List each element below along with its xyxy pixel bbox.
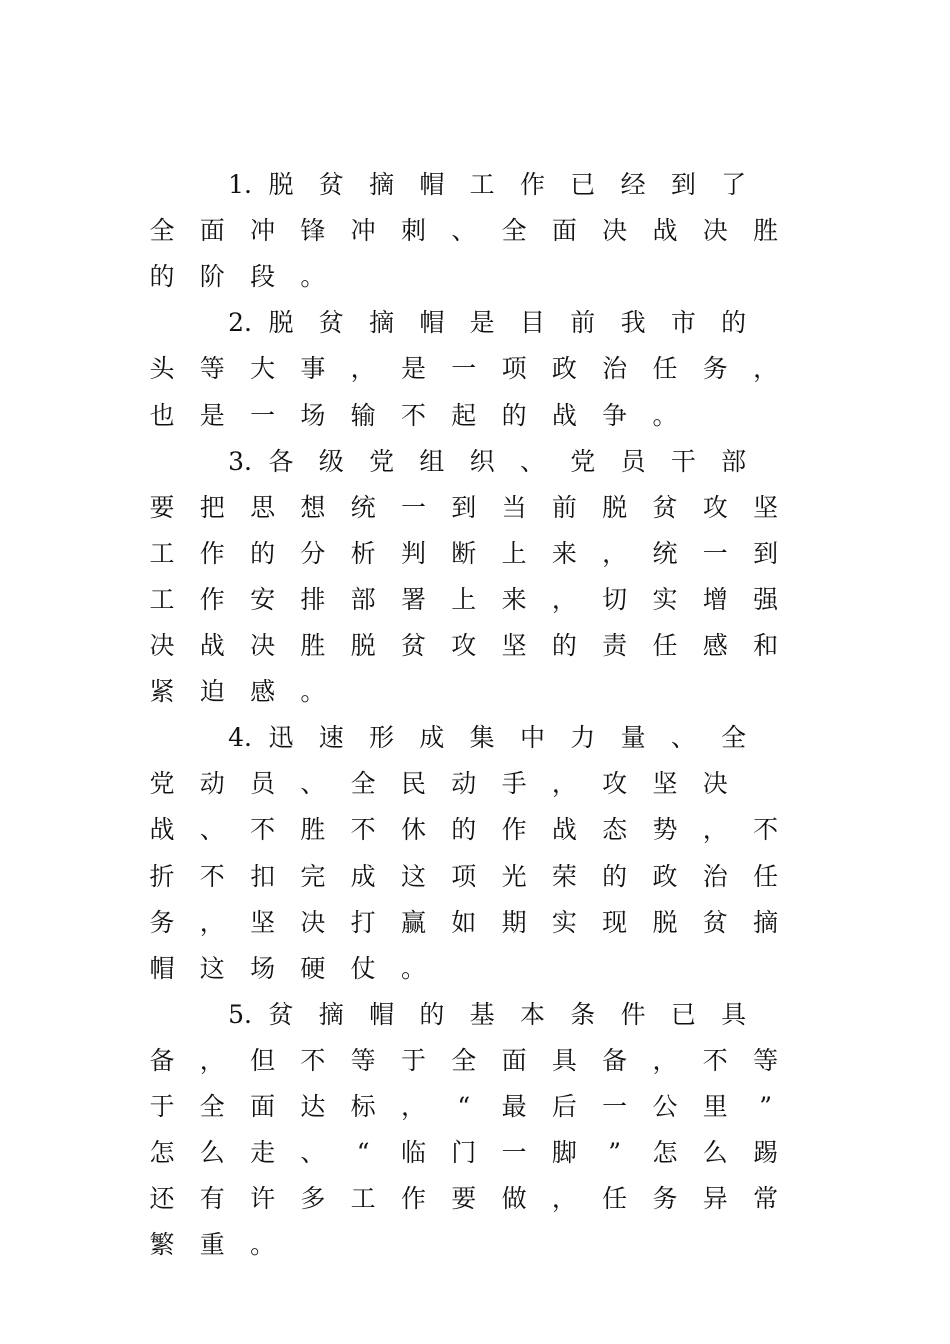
text-char: 一 [501, 1138, 527, 1168]
text-char: 也 [149, 400, 175, 430]
text-char: 面 [551, 216, 577, 246]
text-char: 这 [400, 861, 426, 891]
text-char: 攻 [451, 631, 477, 660]
text-char: 胜 [300, 631, 326, 660]
text-char: 迫 [199, 677, 225, 707]
text-char: 已 [570, 170, 596, 199]
paragraph-number: 4. [228, 723, 252, 753]
text-char: 安 [250, 584, 276, 614]
text-char: 帽 [369, 999, 395, 1029]
text-char: 于 [400, 1045, 426, 1075]
text-char: 目 [519, 308, 545, 338]
text-char: 务 [702, 354, 728, 384]
text-char: 速 [318, 723, 344, 753]
paragraph-line [0, 1136, 950, 1170]
text-char: 工 [469, 170, 495, 199]
text-char: 想 [300, 492, 326, 522]
text-char: 要 [149, 492, 175, 522]
paragraph-number: 2. [228, 308, 252, 338]
text-char: 光 [501, 861, 527, 891]
text-char: 是 [469, 308, 495, 338]
text-char: 踢 [753, 1138, 779, 1168]
text-char: 来 [501, 584, 527, 614]
text-char: 等 [350, 1045, 376, 1075]
text-char: 坚 [501, 631, 527, 660]
text-char: 输 [350, 400, 376, 430]
text-char: 扣 [250, 861, 276, 891]
text-char: 贫 [318, 170, 344, 199]
text-char: 的 [419, 999, 445, 1029]
text-char: 到 [670, 170, 696, 199]
text-char: 异 [702, 1184, 728, 1214]
paragraph-line [0, 860, 950, 894]
text-char: 全 [199, 1092, 225, 1121]
text-char: 一 [250, 400, 276, 430]
text-char: 繁 [149, 1230, 175, 1260]
text-char: 力 [570, 723, 596, 753]
text-char: 但 [250, 1045, 276, 1075]
text-char: 不 [753, 815, 779, 845]
paragraph-number: 5. [228, 999, 252, 1029]
text-char: 署 [400, 584, 426, 614]
text-char: 条 [570, 999, 596, 1029]
paragraph-line [0, 952, 950, 986]
text-char: 的 [250, 538, 276, 568]
text-char: 项 [501, 354, 527, 384]
text-char: 备 [149, 1045, 175, 1075]
text-char: 。 [300, 262, 326, 292]
text-char: 切 [602, 584, 628, 614]
text-char: 脚 [551, 1138, 577, 1168]
text-char: 全 [350, 769, 376, 799]
paragraph-line [0, 352, 950, 386]
text-char: 、 [670, 723, 696, 753]
text-char: 许 [250, 1184, 276, 1214]
text-char: 决 [602, 216, 628, 246]
text-char: 政 [652, 861, 678, 891]
text-char: 增 [702, 584, 728, 614]
text-char: 断 [451, 538, 477, 568]
text-char: 场 [300, 400, 326, 430]
text-char: 本 [519, 999, 545, 1029]
text-char: 折 [149, 861, 175, 891]
text-char: 标 [350, 1092, 376, 1121]
text-char: 党 [369, 446, 395, 476]
text-char: 攻 [602, 769, 628, 799]
paragraph-line [0, 445, 950, 479]
text-char: 决 [702, 216, 728, 246]
text-char: 作 [199, 584, 225, 614]
text-char: 具 [551, 1045, 577, 1075]
text-char: 形 [369, 723, 395, 753]
text-char: 治 [602, 354, 628, 384]
text-char: 市 [670, 308, 696, 338]
text-char: 赢 [400, 907, 426, 937]
text-char: 做 [501, 1184, 527, 1214]
text-char: 到 [753, 538, 779, 568]
text-char: ， [551, 584, 577, 614]
text-char: 达 [300, 1092, 326, 1121]
text-char: 手 [501, 769, 527, 799]
text-char: 把 [199, 492, 225, 522]
text-char: 锋 [300, 216, 326, 246]
text-char: 集 [469, 723, 495, 753]
text-char: 一 [702, 538, 728, 568]
text-char: 是 [400, 354, 426, 384]
text-char: 阶 [199, 262, 225, 292]
text-char: 当 [501, 492, 527, 522]
text-char: 基 [469, 999, 495, 1029]
text-char: 员 [620, 446, 646, 476]
text-char: 任 [602, 1184, 628, 1214]
text-char: 起 [451, 400, 477, 430]
text-char: 休 [400, 815, 426, 845]
text-char: 硬 [300, 953, 326, 983]
text-char: 上 [501, 538, 527, 568]
text-char: 前 [570, 308, 596, 338]
paragraph-line [0, 906, 950, 940]
text-char: 析 [350, 538, 376, 568]
paragraph-number: 1. [228, 170, 252, 199]
text-char: 。 [400, 953, 426, 983]
text-char: 作 [519, 170, 545, 199]
text-char: 部 [721, 446, 747, 476]
text-char: 坚 [250, 907, 276, 937]
text-char: ， [702, 815, 728, 845]
text-char: 不 [250, 815, 276, 845]
text-char: 务 [652, 1184, 678, 1214]
text-char: 胜 [300, 815, 326, 845]
text-char: 战 [149, 815, 175, 845]
text-char: 面 [199, 216, 225, 246]
text-char: 战 [551, 400, 577, 430]
text-char: 一 [602, 1092, 628, 1121]
text-char: 战 [551, 815, 577, 845]
text-char: ， [199, 1045, 225, 1075]
text-char: 工 [149, 538, 175, 568]
text-char: ” [608, 1138, 622, 1168]
text-char: 冲 [250, 216, 276, 246]
text-char: 等 [753, 1045, 779, 1075]
text-char: ， [551, 769, 577, 799]
text-char: 上 [451, 584, 477, 614]
text-char: 动 [199, 769, 225, 799]
text-char: 统 [350, 492, 376, 522]
text-char: 贫 [268, 999, 294, 1029]
text-char: 政 [551, 354, 577, 384]
text-char: 作 [400, 1184, 426, 1214]
text-char: 民 [400, 769, 426, 799]
text-char: ， [199, 907, 225, 937]
text-char: 前 [551, 492, 577, 522]
text-char: ， [652, 1045, 678, 1075]
text-char: 这 [199, 953, 225, 983]
text-char: 党 [570, 446, 596, 476]
text-char: “ [356, 1138, 370, 1168]
text-char: 坚 [753, 492, 779, 522]
text-char: 等 [199, 354, 225, 384]
text-char: 一 [400, 492, 426, 522]
text-char: 思 [250, 492, 276, 522]
text-char: 脱 [268, 308, 294, 338]
text-char: 决 [702, 769, 728, 799]
text-char: 事 [300, 354, 326, 384]
text-char: 要 [451, 1184, 477, 1214]
text-char: 责 [602, 631, 628, 660]
text-char: 战 [652, 216, 678, 246]
text-char: 脱 [652, 907, 678, 937]
text-char: 不 [300, 1045, 326, 1075]
text-char: 备 [602, 1045, 628, 1075]
text-char: 走 [250, 1138, 276, 1168]
text-char: 刺 [400, 216, 426, 246]
text-char: 段 [250, 262, 276, 292]
text-char: 作 [501, 815, 527, 845]
text-char: 、 [300, 1138, 326, 1168]
text-char: 面 [501, 1045, 527, 1075]
text-char: 打 [350, 907, 376, 937]
text-char: 争 [602, 400, 628, 430]
text-char: 摘 [369, 170, 395, 199]
text-char: 重 [199, 1230, 225, 1260]
text-char: 帽 [419, 170, 445, 199]
text-char: 临 [400, 1138, 426, 1168]
text-char: ， [753, 354, 779, 384]
text-char: ” [759, 1092, 772, 1121]
text-char: 还 [149, 1184, 175, 1214]
text-char: 作 [199, 538, 225, 568]
text-char: 量 [620, 723, 646, 753]
text-char: 紧 [149, 677, 175, 707]
text-char: 怎 [652, 1138, 678, 1168]
text-char: ， [400, 1092, 426, 1121]
text-char: 门 [451, 1138, 477, 1168]
text-char: 战 [199, 631, 225, 660]
text-char: 现 [602, 907, 628, 937]
text-char: 织 [469, 446, 495, 476]
text-char: 的 [551, 631, 577, 660]
text-char: 、 [451, 216, 477, 246]
text-char: 全 [451, 1045, 477, 1075]
text-char: 公 [652, 1092, 678, 1121]
text-char: 全 [149, 216, 175, 246]
text-char: 、 [300, 769, 326, 799]
text-char: 干 [670, 446, 696, 476]
text-char: 胜 [753, 216, 779, 246]
paragraph-line [0, 306, 950, 340]
text-char: 成 [350, 861, 376, 891]
text-char: ， [350, 354, 376, 384]
text-char: 贫 [318, 308, 344, 338]
text-char: 判 [400, 538, 426, 568]
text-char: 组 [419, 446, 445, 476]
text-char: 已 [670, 999, 696, 1029]
text-char: 如 [451, 907, 477, 937]
text-char: 里 [702, 1092, 728, 1121]
paragraph-line [0, 1044, 950, 1078]
text-char: 任 [652, 354, 678, 384]
paragraph-line [0, 491, 950, 525]
text-char: 大 [250, 354, 276, 384]
text-char: 中 [519, 723, 545, 753]
text-char: 脱 [350, 631, 376, 660]
paragraph-line [0, 813, 950, 847]
text-char: 动 [451, 769, 477, 799]
text-char: 任 [652, 631, 678, 660]
text-char: 统 [652, 538, 678, 568]
text-char: 成 [419, 723, 445, 753]
paragraph-line [0, 1182, 950, 1216]
text-char: 最 [501, 1092, 527, 1121]
paragraph-line [0, 1228, 950, 1262]
text-char: 怎 [149, 1138, 175, 1168]
text-char: 摘 [318, 999, 344, 1029]
text-char: 党 [149, 769, 175, 799]
text-char: 摘 [369, 308, 395, 338]
text-char: 完 [300, 861, 326, 891]
text-char: 实 [551, 907, 577, 937]
text-char: 排 [300, 584, 326, 614]
paragraph-line [0, 629, 950, 663]
text-char: 级 [318, 446, 344, 476]
text-char: 面 [250, 1092, 276, 1121]
text-char: 期 [501, 907, 527, 937]
text-char: 帽 [419, 308, 445, 338]
text-char: 场 [250, 953, 276, 983]
text-char: 决 [149, 631, 175, 660]
text-char: 决 [250, 631, 276, 660]
text-char: ， [551, 1184, 577, 1214]
text-char: 感 [702, 631, 728, 660]
text-char: 不 [400, 400, 426, 430]
paragraph-line [0, 767, 950, 801]
text-char: 贫 [652, 492, 678, 522]
text-char: 具 [721, 999, 747, 1029]
text-char: 、 [199, 815, 225, 845]
paragraph-line [0, 168, 950, 202]
text-char: 多 [300, 1184, 326, 1214]
text-char: 全 [721, 723, 747, 753]
paragraph-line [0, 675, 950, 709]
text-char: 摘 [753, 907, 779, 937]
text-char: 不 [702, 1045, 728, 1075]
text-char: 态 [602, 815, 628, 845]
text-char: 。 [652, 400, 678, 430]
text-char: 强 [753, 584, 779, 614]
text-char: 工 [149, 584, 175, 614]
text-char: 部 [350, 584, 376, 614]
text-char: 坚 [652, 769, 678, 799]
text-char: 来 [551, 538, 577, 568]
text-char: 的 [501, 400, 527, 430]
text-char: 全 [501, 216, 527, 246]
text-char: 到 [451, 492, 477, 522]
text-char: 不 [199, 861, 225, 891]
text-char: 决 [300, 907, 326, 937]
text-char: 感 [250, 677, 276, 707]
text-char: ， [602, 538, 628, 568]
text-char: 一 [451, 354, 477, 384]
text-char: 不 [350, 815, 376, 845]
paragraph-line [0, 998, 950, 1032]
text-char: 的 [602, 861, 628, 891]
paragraph-line [0, 583, 950, 617]
text-char: 任 [753, 861, 779, 891]
text-char: 攻 [702, 492, 728, 522]
text-char: 了 [721, 170, 747, 199]
paragraph-line [0, 721, 950, 755]
text-char: 荣 [551, 861, 577, 891]
text-char: 工 [350, 1184, 376, 1214]
text-char: 、 [519, 446, 545, 476]
text-char: 。 [250, 1230, 276, 1260]
text-char: 么 [702, 1138, 728, 1168]
text-char: 的 [149, 262, 175, 292]
text-char: 于 [149, 1092, 175, 1121]
text-char: 脱 [268, 170, 294, 199]
text-char: 和 [753, 631, 779, 660]
text-char: 么 [199, 1138, 225, 1168]
text-char: 帽 [149, 953, 175, 983]
text-char: “ [457, 1092, 471, 1121]
text-char: 各 [268, 446, 294, 476]
paragraph-line [0, 537, 950, 571]
text-char: 冲 [350, 216, 376, 246]
text-char: 我 [620, 308, 646, 338]
text-char: 实 [652, 584, 678, 614]
text-char: 员 [250, 769, 276, 799]
paragraph-number: 3. [228, 446, 252, 476]
text-char: 的 [721, 308, 747, 338]
text-char: 分 [300, 538, 326, 568]
text-char: 项 [451, 861, 477, 891]
text-char: 。 [300, 677, 326, 707]
text-char: 迅 [268, 723, 294, 753]
paragraph-line [0, 260, 950, 294]
text-char: 经 [620, 170, 646, 199]
text-char: 有 [199, 1184, 225, 1214]
text-char: 贫 [702, 907, 728, 937]
text-char: 常 [753, 1184, 779, 1214]
text-char: 后 [551, 1092, 577, 1121]
paragraph-line [0, 399, 950, 433]
text-char: 是 [199, 400, 225, 430]
paragraph-line [0, 214, 950, 248]
text-char: 务 [149, 907, 175, 937]
text-char: 贫 [400, 631, 426, 660]
text-char: 势 [652, 815, 678, 845]
text-char: 件 [620, 999, 646, 1029]
text-char: 头 [149, 354, 175, 384]
paragraph-line [0, 1090, 950, 1124]
text-char: 脱 [602, 492, 628, 522]
text-char: 治 [702, 861, 728, 891]
text-char: 的 [451, 815, 477, 845]
text-char: 仗 [350, 953, 376, 983]
